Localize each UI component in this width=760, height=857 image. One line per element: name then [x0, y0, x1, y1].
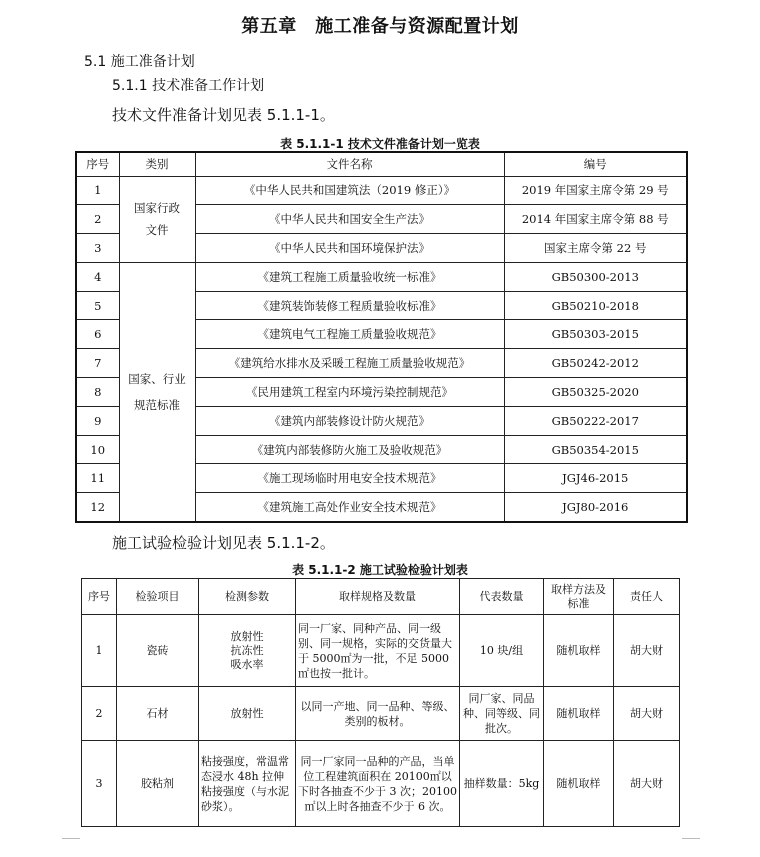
document-code: 国家主席令第 22 号 — [504, 234, 687, 263]
document-code: GB50222-2017 — [504, 406, 687, 435]
header-cell: 序号 — [76, 152, 119, 176]
table1-caption: 表 5.1.1-1 技术文件准备计划一览表 — [280, 137, 480, 151]
table-header-row — [76, 152, 687, 176]
param-line: 抗冻性 — [230, 643, 264, 657]
sample-spec: 以同一产地、同一品种、等级、类别的板材。 — [296, 687, 460, 741]
sampling-method: 随机取样 — [544, 687, 614, 741]
responsible-person: 胡大财 — [614, 687, 680, 741]
document-code: GB50303-2015 — [504, 320, 687, 349]
responsible-person: 胡大财 — [614, 615, 680, 687]
document-name: 《中华人民共和国安全生产法》 — [195, 205, 504, 234]
header-cell: 检验项目 — [117, 579, 199, 615]
table-row — [82, 615, 680, 687]
representative-qty: 抽样数量：5kg — [460, 741, 544, 827]
header-cell: 责任人 — [614, 579, 680, 615]
header-cell: 文件名称 — [195, 152, 504, 176]
header-cell: 编号 — [504, 152, 687, 176]
table-row — [76, 262, 687, 291]
representative-qty: 同厂家、同品种、同等级、同批次。 — [460, 687, 544, 741]
chapter-title: 第五章 施工准备与资源配置计划 — [241, 16, 519, 37]
header-cell: 序号 — [82, 579, 117, 615]
row-number: 12 — [76, 493, 119, 522]
test-plan-table — [81, 578, 680, 827]
document-name: 《民用建筑工程室内环境污染控制规范》 — [195, 378, 504, 407]
row-number: 2 — [76, 205, 119, 234]
header-cell: 类别 — [119, 152, 195, 176]
paragraph-tech-docs: 技术文件准备计划见表 5.1.1-1。 — [112, 106, 335, 124]
row-number: 8 — [76, 378, 119, 407]
representative-qty: 10 块/组 — [460, 615, 544, 687]
document-name: 《建筑工程施工质量验收统一标准》 — [195, 262, 504, 291]
document-name: 《建筑施工高处作业安全技术规范》 — [195, 493, 504, 522]
subsection-heading: 5.1.1 技术准备工作计划 — [112, 78, 265, 94]
page-corner-mark — [62, 838, 80, 857]
category-label: 国家行政文件 — [134, 201, 180, 238]
document-name: 《中华人民共和国环境保护法》 — [195, 234, 504, 263]
table-row — [82, 741, 680, 827]
document-code: JGJ46-2015 — [504, 464, 687, 493]
header-cell: 检测参数 — [199, 579, 296, 615]
document-name: 《建筑装饰装修工程质量验收标准》 — [195, 291, 504, 320]
document-name: 《施工现场临时用电安全技术规范》 — [195, 464, 504, 493]
test-params — [199, 615, 296, 687]
category-label: 国家、行业规范标准 — [128, 371, 186, 412]
document-name: 《建筑电气工程施工质量验收规范》 — [195, 320, 504, 349]
document-code: GB50325-2020 — [504, 378, 687, 407]
document-code: 2014 年国家主席令第 88 号 — [504, 205, 687, 234]
document-code: GB50210-2018 — [504, 291, 687, 320]
test-params: 放射性 — [199, 687, 296, 741]
row-number: 1 — [76, 176, 119, 205]
param-line: 吸水率 — [230, 657, 264, 671]
row-number: 3 — [82, 741, 117, 827]
row-number: 3 — [76, 234, 119, 263]
row-number: 7 — [76, 349, 119, 378]
section-heading: 5.1 施工准备计划 — [84, 54, 195, 70]
row-number: 2 — [82, 687, 117, 741]
table-row — [82, 687, 680, 741]
sampling-method: 随机取样 — [544, 741, 614, 827]
tech-docs-table — [75, 151, 688, 523]
document-code: GB50354-2015 — [504, 435, 687, 464]
table-header-row — [82, 579, 680, 615]
document-code: GB50242-2012 — [504, 349, 687, 378]
category-cell — [119, 262, 195, 521]
test-item: 石材 — [117, 687, 199, 741]
responsible-person: 胡大财 — [614, 741, 680, 827]
document-name: 《建筑内部装修防火施工及验收规范》 — [195, 435, 504, 464]
paragraph-test-plan: 施工试验检验计划见表 5.1.1-2。 — [112, 534, 335, 552]
row-number: 10 — [76, 435, 119, 464]
document-name: 《中华人民共和国建筑法（2019 修正）》 — [195, 176, 504, 205]
document-code: JGJ80-2016 — [504, 493, 687, 522]
row-number: 11 — [76, 464, 119, 493]
document-code: GB50300-2013 — [504, 262, 687, 291]
sample-spec: 同一厂家、同种产品、同一级别、同一规格，实际的交货量大于 5000㎡为一批，不足 5000㎡也按一批计。 — [296, 615, 460, 687]
row-number: 9 — [76, 406, 119, 435]
table2-caption: 表 5.1.1-2 施工试验检验计划表 — [292, 563, 468, 577]
test-item: 瓷砖 — [117, 615, 199, 687]
row-number: 1 — [82, 615, 117, 687]
document-name: 《建筑给水排水及采暖工程施工质量验收规范》 — [195, 349, 504, 378]
sample-spec: 同一厂家同一品种的产品，当单位工程建筑面积在 20100㎡以下时各抽查不少于 3 次；20100㎡以上时各抽查不少于 6 次。 — [296, 741, 460, 827]
table-row — [76, 176, 687, 205]
param-line: 放射性 — [230, 629, 264, 643]
page-corner-mark — [682, 838, 700, 857]
test-item: 胶粘剂 — [117, 741, 199, 827]
test-params: 粘接强度，常温常态浸水 48h 拉伸粘接强度（与水泥砂浆）。 — [199, 741, 296, 827]
category-cell — [119, 176, 195, 262]
document-name: 《建筑内部装修设计防火规范》 — [195, 406, 504, 435]
header-cell: 取样方法及标准 — [544, 579, 614, 615]
header-cell: 代表数量 — [460, 579, 544, 615]
row-number: 4 — [76, 262, 119, 291]
header-cell: 取样规格及数量 — [296, 579, 460, 615]
document-code: 2019 年国家主席令第 29 号 — [504, 176, 687, 205]
sampling-method: 随机取样 — [544, 615, 614, 687]
row-number: 6 — [76, 320, 119, 349]
row-number: 5 — [76, 291, 119, 320]
